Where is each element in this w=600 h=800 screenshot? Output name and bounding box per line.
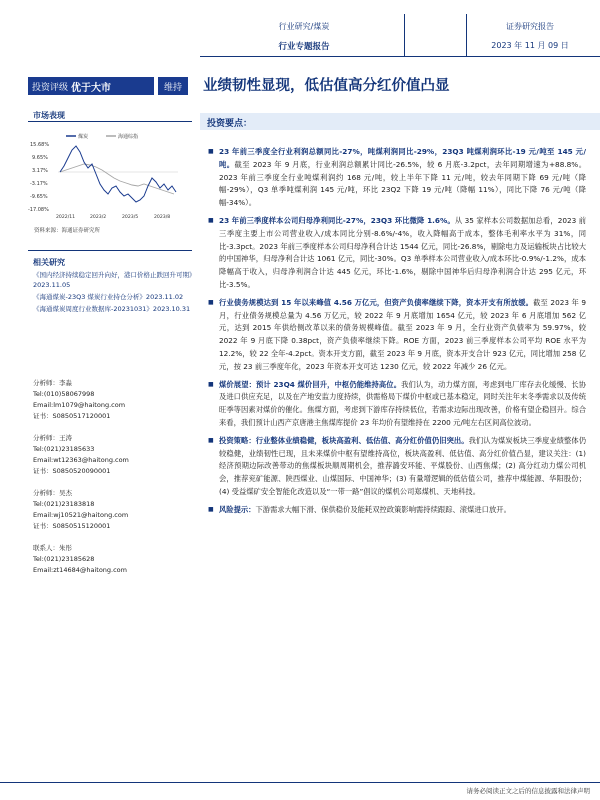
chart-source: 资料来源：海通证券研究所 bbox=[34, 228, 101, 234]
series-line-coal bbox=[60, 146, 176, 202]
analyst-name: 联系人：朱彤 bbox=[33, 544, 72, 552]
key-point-lead: 行业债务规模达到 15 年以来峰值 4.56 万亿元，但资产负债率继续下降，资本开支有所放缓。 bbox=[219, 297, 534, 307]
series-line-index bbox=[60, 164, 174, 194]
related-item[interactable]: 《海通煤炭-23Q3 煤炭行业持仓分析》2023.11.02 bbox=[33, 293, 184, 301]
header-date: 2023 年 11 月 09 日 bbox=[491, 41, 569, 50]
related-heading: 相关研究 bbox=[33, 258, 65, 267]
analyst-phone: Tel:(021)23183818 bbox=[33, 500, 95, 508]
analyst-phone: Tel:(021)23185633 bbox=[33, 445, 95, 453]
market-chart bbox=[28, 128, 180, 220]
header-category: 行业研究/煤炭 bbox=[278, 22, 330, 31]
key-point-body: 截至 2023 年 9 月底，行业利润总额累计同比-26.5%，较 6 月底-3.2pct，去年同期增速为+88.8%。2023 年前三季度全行业吨煤利润约 168 元/吨，较上半年下降 11 元/吨，较去年同期下降 69 元/吨（降幅-29%），Q3 单季吨煤利润 145 元/吨，环比 23Q2 下降 19 元/吨（降幅 11%），同比下降 76 元/吨（降幅-34%）。 bbox=[219, 159, 587, 208]
key-point-lead: 煤价展望：预计 23Q4 煤价回升，中枢仍能维持高位。 bbox=[219, 379, 402, 389]
legend-label-coal: 煤炭 bbox=[78, 134, 89, 140]
key-points-banner bbox=[200, 113, 600, 130]
analyst-block bbox=[33, 433, 193, 477]
header-right bbox=[470, 21, 590, 51]
market-heading: 市场表现 bbox=[33, 111, 65, 120]
rating-badge bbox=[28, 77, 188, 95]
key-point bbox=[210, 435, 586, 499]
key-points-list bbox=[210, 146, 586, 522]
key-point-lead: 23 年前三季度全行业利润总额同比-27%，吨煤利润同比-29%，23Q3 吨煤利润环比-19 元/吨至 145 元/吨。 bbox=[219, 147, 586, 169]
header-divider bbox=[466, 14, 467, 56]
analyst-block bbox=[33, 378, 193, 422]
y-tick: -9.65% bbox=[30, 194, 48, 200]
analyst-email[interactable]: Email:lm1079@haitong.com bbox=[33, 401, 126, 409]
x-tick: 2022/11 bbox=[56, 215, 76, 220]
rating-label: 投资评级 bbox=[32, 82, 69, 93]
analyst-name: 分析师：李淼 bbox=[33, 379, 72, 387]
analyst-email[interactable]: Email:wt12363@haitong.com bbox=[33, 456, 129, 464]
header-left bbox=[204, 21, 404, 52]
analyst-name: 分析师：吴杰 bbox=[33, 489, 72, 497]
key-point-body: 从 35 家样本公司数据加总看，2023 前三季度主要上市公司营业收入/成本同比分别-8.6%/-4%，收入降幅高于成本，整体毛利率水平为 31%，同比-3.3pct。2023 年前三季度样本公司归母净利合计达 1544 亿元，同比-26.8%，剔除电力及运输板块占比较大的中国神华，归母净利合计达 1061 亿元，同比-30%。Q3 单季样本公司营业收入/成本环比-0.9%/-1.2%，成本降幅高于收入，归母净利润合计达 445 亿元，环比-1.6%，剔除中国神华后归母净利润合计达 295 亿元，环比-3.5%。 bbox=[219, 215, 586, 289]
analyst-block bbox=[33, 543, 193, 576]
related-item[interactable]: 《国内经济持续稳定回升向好，港口价格止跌回升可期》2023.11.05 bbox=[33, 271, 193, 289]
x-tick: 2023/2 bbox=[90, 215, 107, 220]
y-tick: 9.65% bbox=[32, 155, 48, 161]
analyst-phone: Tel:(021)23185628 bbox=[33, 555, 95, 563]
key-point bbox=[210, 379, 586, 430]
key-point bbox=[210, 504, 586, 517]
key-point-body: 下游需求大幅下滑、保供稳价及能耗双控政策影响需持续跟踪、滚煤进口放开。 bbox=[255, 504, 511, 514]
analyst-name: 分析师：王涛 bbox=[33, 434, 72, 442]
page-title: 业绩韧性显现，低估值高分红价值凸显 bbox=[203, 78, 450, 94]
analyst-email[interactable]: Email:zt14684@haitong.com bbox=[33, 566, 127, 574]
key-point-lead: 风险提示： bbox=[219, 504, 256, 514]
header-report-type: 行业专题报告 bbox=[278, 42, 330, 52]
analyst-block bbox=[33, 488, 193, 532]
analyst-cert: 证书：S0850515120001 bbox=[33, 522, 111, 530]
legend-label-index: 海通综指 bbox=[118, 134, 139, 140]
header-rule bbox=[200, 56, 600, 57]
rating-value: 优于大市 bbox=[71, 82, 112, 94]
footer-disclaimer[interactable]: 请务必阅读正文之后的信息披露和法律声明 bbox=[466, 787, 590, 795]
key-point bbox=[210, 146, 586, 210]
analyst-cert: 证书：S0850520090001 bbox=[33, 467, 111, 475]
key-point bbox=[210, 297, 586, 374]
y-tick: -17.08% bbox=[28, 207, 49, 213]
key-point bbox=[210, 215, 586, 292]
y-tick: 15.68% bbox=[30, 142, 50, 148]
analyst-phone: Tel:(010)58067998 bbox=[33, 390, 95, 398]
analyst-email[interactable]: Email:wj10521@haitong.com bbox=[33, 511, 129, 519]
rating-change: 维持 bbox=[163, 82, 182, 93]
key-point-lead: 23 年前三季度样本公司归母净利同比-27%，23Q3 环比微降 1.6%。 bbox=[219, 215, 455, 225]
y-tick: 3.17% bbox=[32, 168, 48, 174]
x-tick: 2023/8 bbox=[154, 215, 171, 220]
header-org: 证券研究报告 bbox=[506, 22, 554, 31]
chart-rule bbox=[28, 250, 192, 251]
analyst-cert: 证书：S0850517120001 bbox=[33, 412, 111, 420]
key-point-body: 我们认为煤炭板块三季度业绩整体仍较稳健，业绩韧性已现，且未来煤价中枢有望维持高位，板块高盈利、低估值、高分红价值凸显，建议关注：(1) 经济预期边际改善带动的焦煤板块顺周期机会，推荐潞安环能、平煤股份、山西焦煤；(2) 高分红动力煤公司机会，推荐兖矿能源、陕西煤业、山煤国际、中国神华；(3) 有量增逻辑的低估值公司，推荐中煤能源、华阳股份；(4) 受益煤矿安全智能化改造以及“一带一路”倡议的煤机公司郑煤机、天地科技。 bbox=[219, 435, 587, 496]
x-tick: 2023/5 bbox=[122, 215, 139, 220]
y-tick: -3.17% bbox=[30, 181, 48, 187]
key-points-heading: 投资要点： bbox=[207, 119, 253, 129]
key-point-body: 截至 2023 年 9 月，行业债务规模总量为 4.56 万亿元，较 2022 年 9 月底增加 1654 亿元，较 2023 年 6 月底增加 562 亿元，达到 2015 年供给侧改革以来的债务规模峰值。截至 2023 年 9 月，全行业资产负债率为 59.97%，较 2022 年 9 月底下降 0.38pct，资产负债率继续下降。ROE 方面，2023 前三季度样本公司平均 ROE 水平为 12.2%，较 22 全年-4.2pct。资本开支方面，截至 2023 年 9 月底，资本开支合计 923 亿元，同比增加 258 亿元，按 23 前三季度年化，2023 年资本开支可达 1230 亿元，较 2022 年减少 26 亿元。 bbox=[219, 297, 587, 371]
footer-rule bbox=[0, 782, 600, 783]
key-point-lead: 投资策略：行业整体业绩稳健，板块高盈利、低估值、高分红价值仍旧突出。 bbox=[219, 435, 469, 445]
key-point-body: 我们认为，动力煤方面，考虑到电厂库存去化缓慢、长协及进口供应充足，以及在产地安监力度持续，供需格局下煤价中枢或已基本稳定，同时关注年末冬季需求以及传统旺季等因素对煤价的催化。焦煤方面，考虑到下游库存持续低位，若需求边际出现改善，价格有望企稳回升。综合来看，我们预计山西产京唐港主焦煤库提价 23 年均价有望维持在 2200 元/吨左右区间高位波动。 bbox=[219, 379, 587, 427]
related-item[interactable]: 《海通煤炭周度行业数据库-20231031》2023.10.31 bbox=[33, 305, 191, 313]
header-divider bbox=[404, 14, 405, 56]
market-rule bbox=[28, 121, 192, 122]
related-list bbox=[33, 270, 193, 314]
